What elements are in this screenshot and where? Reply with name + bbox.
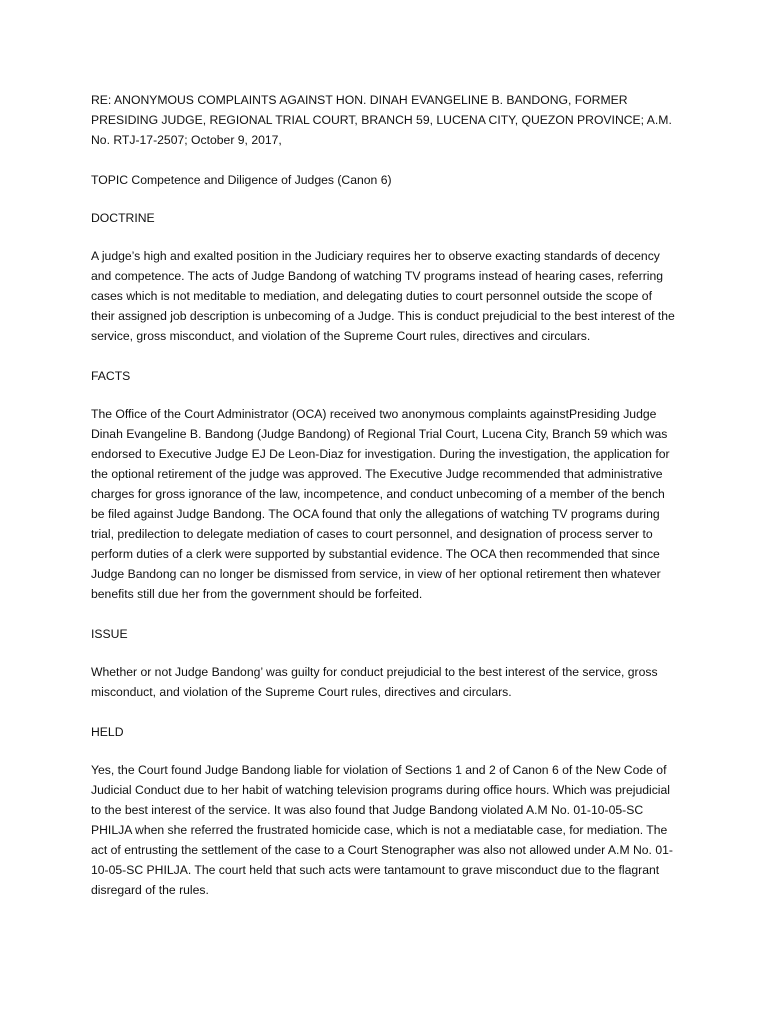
case-title: RE: ANONYMOUS COMPLAINTS AGAINST HON. DINAH EVANGELINE B. BANDONG, FORMER PRESIDING JUDGE, REGIONAL TRIAL COURT, BRANCH 59, LUCENA CITY, QUEZON PROVINCE; A.M. No. RTJ-17-2507; October 9, 2017,: [91, 93, 672, 147]
held-heading: HELD: [91, 725, 124, 739]
issue-heading: ISSUE: [91, 627, 128, 641]
issue-text: Whether or not Judge Bandong’ was guilty for conduct prejudicial to the best interest of the service, gross misconduct, and violation of the Supreme Court rules, directives and circulars.: [91, 665, 658, 699]
held-text: Yes, the Court found Judge Bandong liable for violation of Sections 1 and 2 of Canon 6 of the New Code of Judicial Conduct due to her habit of watching television programs during office hours. Which was prejudicial to the best interest of the service. It was also found that Judge Bandong violated A.M No. 01-10-05-SC PHILJA when she referred the frustrated homicide case, which is not a mediatable case, for mediation. The act of entrusting the settlement of the case to a Court Stenographer was also not allowed under A.M No. 01-10-05-SC PHILJA. The court held that such acts were tantamount to grave misconduct due to the flagrant disregard of the rules.: [91, 763, 673, 897]
facts-heading: FACTS: [91, 369, 131, 383]
document-body: [91, 90, 677, 920]
doctrine-heading: DOCTRINE: [91, 211, 155, 225]
facts-text: The Office of the Court Administrator (OCA) received two anonymous complaints againstPresiding Judge Dinah Evangeline B. Bandong (Judge Bandong) of Regional Trial Court, Lucena City, Branch 59 which was endorsed to Executive Judge EJ De Leon-Diaz for investigation. During the investigation, the application for the optional retirement of the judge was approved. The Executive Judge recommended that administrative charges for gross ignorance of the law, incompetence, and conduct unbecoming of a member of the bench be filed against Judge Bandong. The OCA found that only the allegations of watching TV programs during trial, predilection to delegate mediation of cases to court personnel, and designation of process server to perform duties of a clerk were supported by substantial evidence. The OCA then recommended that since Judge Bandong can no longer be dismissed from service, in view of her optional retirement then whatever benefits still due her from the government should be forfeited.: [91, 407, 670, 601]
doctrine-text: A judge’s high and exalted position in the Judiciary requires her to observe exacting standards of decency and competence. The acts of Judge Bandong of watching TV programs instead of hearing cases, referring cases which is not meditable to mediation, and delegating duties to court personnel outside the scope of their assigned job description is unbecoming of a Judge. This is conduct prejudicial to the best interest of the service, gross misconduct, and violation of the Supreme Court rules, directives and circulars.: [91, 249, 675, 343]
topic-line: TOPIC Competence and Diligence of Judges (Canon 6): [91, 173, 392, 187]
